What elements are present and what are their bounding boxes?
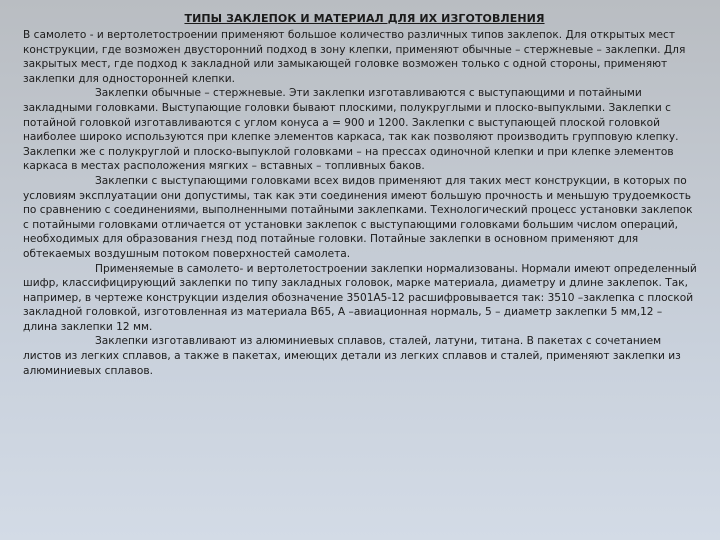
paragraph-normalization: Применяемые в самолето- и вертолетостроении заклепки нормализованы. Нормали имеют определенный шифр, классифицирующий заклепки по типу закладных головок, марке материала, диаметру и длине заклепок. Так, например, в чертеже конструкции изделия обозначение 3501А5-12 расшифровывается так: 3510 –заклепка с плоской закладной головкой, изготовленная из материала В65, А –авиационная нормаль, 5 – диаметр заклепки 5 мм,12 – длина заклепки 12 мм.: [23, 262, 697, 333]
paragraph-protruding-heads: Заклепки с выступающими головками всех видов применяют для таких мест конструкции, в которых по условиям эксплуатации они допустимы, так как эти соединения имеют большую прочность и меньшую трудоемкость по сравнению с соединениями, выполненными потайными заклепками. Технологический процесс установки заклепок с потайными головками отличается от установки заклепок с выступающими головками большим числом операций, необходимых для образования гнезд под потайные головки. Потайные заклепки в основном применяют для обтекаемых воздушным потоком поверхностей самолета.: [23, 174, 693, 260]
paragraph-materials: Заклепки изготавливают из алюминиевых сплавов, сталей, латуни, титана. В пакетах с сочетанием листов из легких сплавов, а также в пакетах, имеющих детали из легких сплавов и сталей, применяют заклепки из алюминиевых сплавов.: [23, 335, 681, 377]
slide-title: ТИПЫ ЗАКЛЕПОК И МАТЕРИАЛ ДЛЯ ИХ ИЗГОТОВЛЕНИЯ: [184, 12, 545, 25]
paragraph-regular-rivets: Заклепки обычные – стержневые. Эти заклепки изготавливаются с выступающими и потайными закладными головками. Выступающие головки бывают плоскими, полукруглыми и плоско-выпуклыми. Заклепки с потайной головкой изготавливаются с углом конуса a = 900 и 1200. Заклепки с выступающей плоской головкой наиболее широко используются при клепке элементов каркаса, так как позволяют производить групповую клепку. Заклепки же с полукруглой и плоско-выпуклой головками – на прессах одиночной клепки и при клепке элементов каркаса в местах расположения мягких – вставных – топливных баков.: [23, 87, 679, 173]
paragraph-intro: В самолето - и вертолетостроении применяют большое количество различных типов заклепок. Для открытых мест конструкции, где возможен двусторонний подход в зону клепки, применяют обычные – стержневые – заклепки. Для закрытых мест, где подход к закладной или замыкающей головке возможен только с одной стороны, применяют заклепки для односторонней клепки.: [23, 29, 686, 85]
body-text: [23, 28, 698, 378]
